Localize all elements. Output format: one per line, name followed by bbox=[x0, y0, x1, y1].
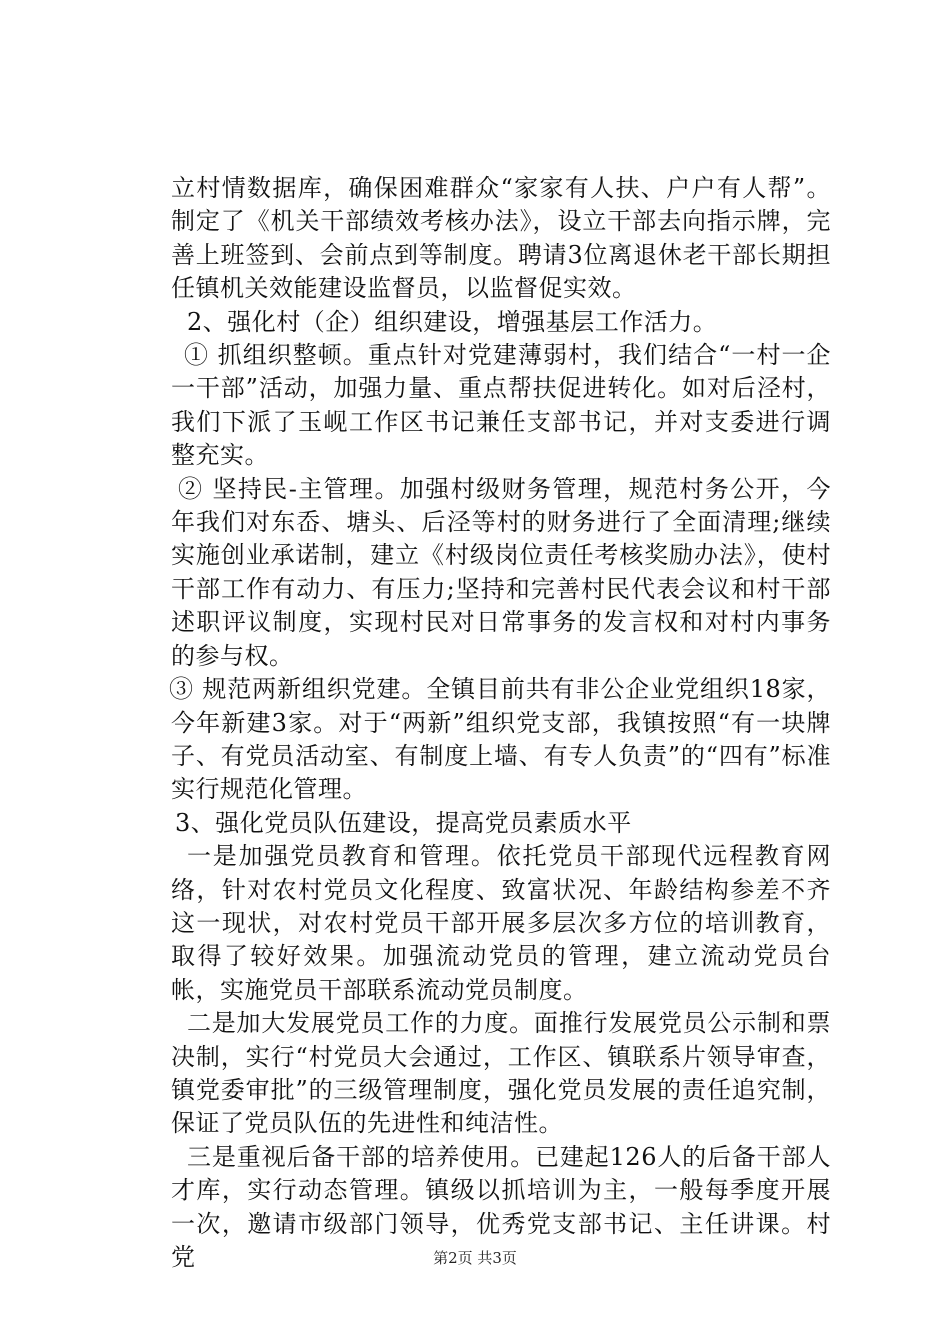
page-number-footer: 第2页 共3页 bbox=[433, 1249, 517, 1267]
paragraph-two-new-organizations: ③ 规范两新组织党建。全镇目前共有非公企业党组织18家，今年新建3家。对于“两新”组织党支部，我镇按照“有一块牌子、有党员活动室、有制度上墙、有专人负责”的“四有”标准实行规范化管理。 bbox=[169, 675, 831, 804]
section-heading-party-member-team: 3、强化党员队伍建设，提高党员素质水平 bbox=[175, 808, 632, 837]
document-body bbox=[171, 172, 831, 1274]
paragraph-recruit-supervisors: 立村情数据库，确保困难群众“家家有人扶、户户有人帮”。制定了《机关干部绩效考核办法》，设立干部去向指示牌，完善上班签到、会前点到等制度。聘请3位离退休老干部长期担任镇机关效能建设监督员，以监督促实效。 bbox=[171, 174, 831, 303]
paragraph-member-education: 一是加强党员教育和管理。依托党员干部现代远程教育网络，针对农村党员文化程度、致富状况、年龄结构参差不齐这一现状，对农村党员干部开展多层次多方位的培训教育，取得了较好效果。加强流动党员的管理，建立流动党员台帐，实施党员干部联系流动党员制度。 bbox=[171, 842, 831, 1004]
section-heading-village-organization: 2、强化村（企）组织建设，增强基层工作活力。 bbox=[187, 307, 718, 336]
paragraph-organization-rectification: ① 抓组织整顿。重点针对党建薄弱村，我们结合“一村一企一干部”活动，加强力量、重点帮扶促进转化。如对后泾村，我们下派了玉岘工作区书记兼任支部书记，并对支委进行调整充实。 bbox=[171, 341, 831, 470]
paragraph-reserve-cadres: 三是重视后备干部的培养使用。已建起126人的后备干部人才库，实行动态管理。镇级以抓培训为主，一般每季度开展一次，邀请市级部门领导，优秀党支部书记、主任讲课。村党 bbox=[171, 1142, 831, 1271]
paragraph-member-development: 二是加大发展党员工作的力度。面推行发展党员公示制和票决制，实行“村党员大会通过，工作区、镇联系片领导审查，镇党委审批”的三级管理制度，强化党员发展的责任追究制，保证了党员队伍的先进性和纯洁性。 bbox=[171, 1009, 831, 1138]
paragraph-democratic-management: ② 坚持民-主管理。加强村级财务管理，规范村务公开，今年我们对东岙、塘头、后泾等村的财务进行了全面清理;继续实施创业承诺制，建立《村级岗位责任考核奖励办法》，使村干部工作有动力、有压力;坚持和完善村民代表会议和村干部述职评议制度，实现村民对日常事务的发言权和对村内事务的参与权。 bbox=[171, 474, 831, 670]
